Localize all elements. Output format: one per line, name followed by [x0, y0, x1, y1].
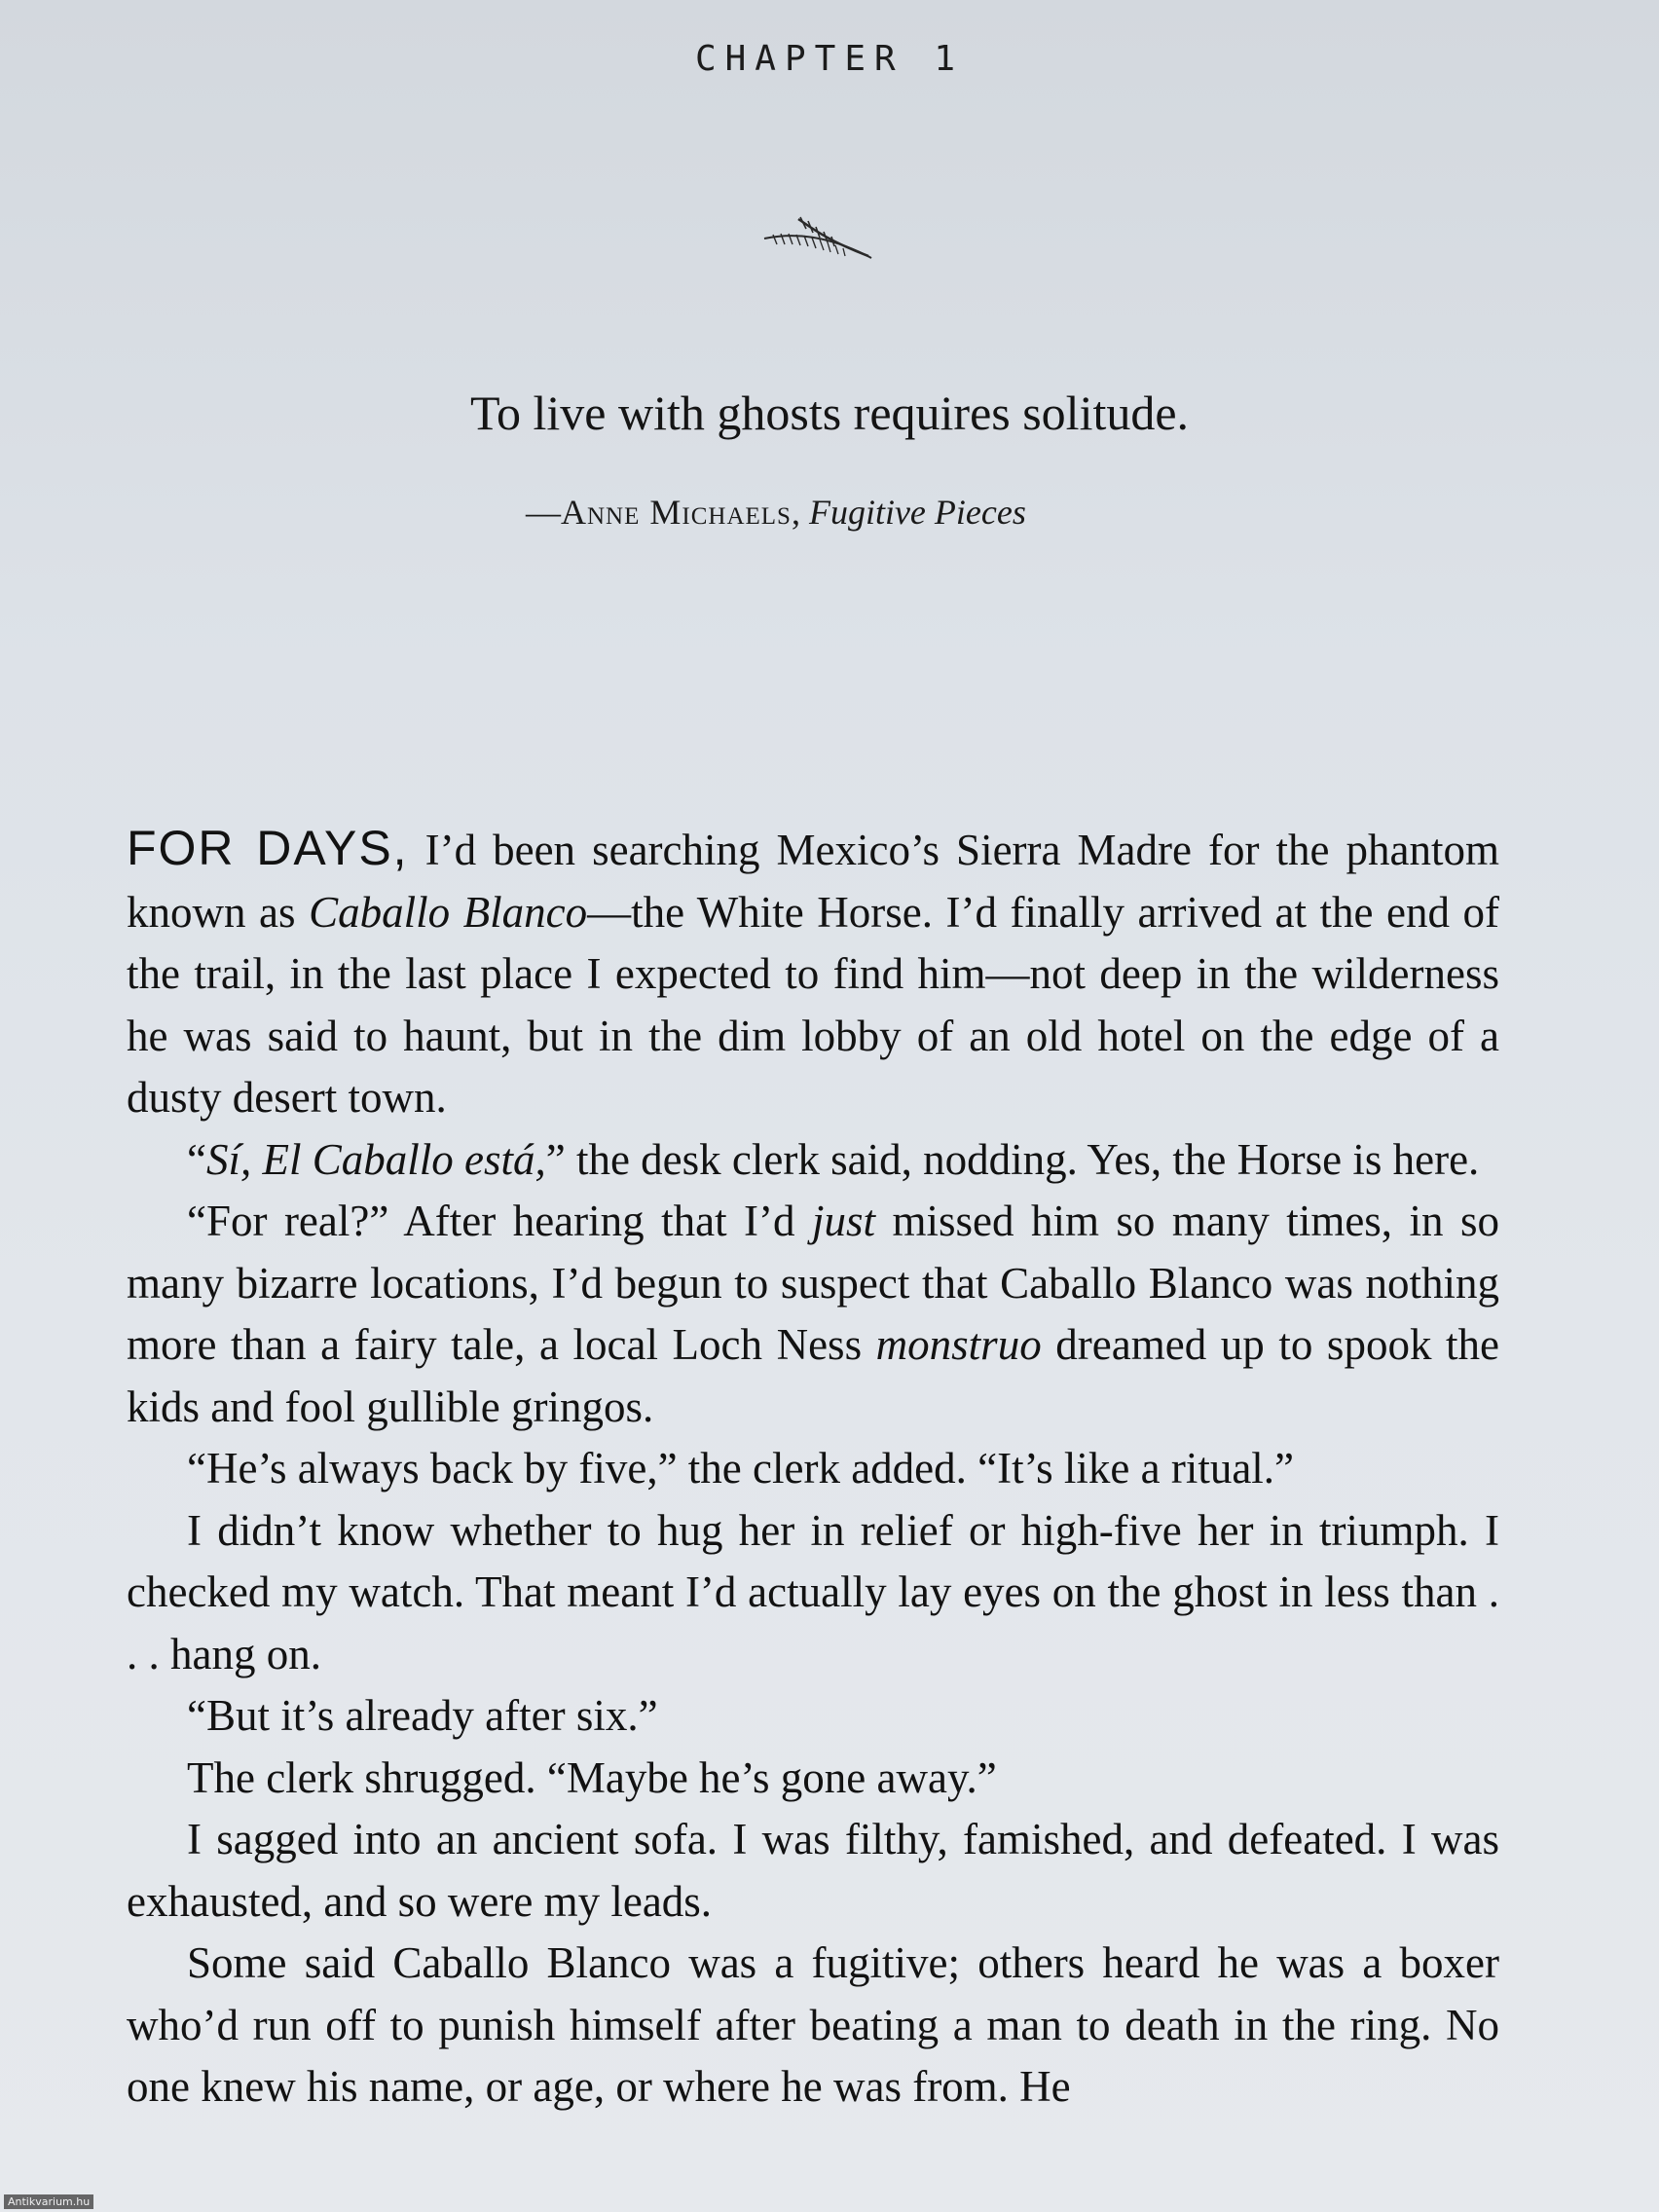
paragraph-1-italic: Caballo Blanco: [309, 887, 588, 937]
watermark: Antikvarium.hu: [4, 2194, 93, 2209]
chapter-body-text: [127, 818, 1499, 2119]
attribution-dash: —: [526, 493, 561, 532]
paragraph-1-text-a: I’d been searching Mexico’s Sierra Madre for the phantom known as: [127, 826, 1499, 937]
paragraph-7: The clerk shrugged. “Maybe he’s gone away.”: [187, 1752, 997, 1802]
paragraph-3-text-a: “For real?” After hearing that I’d: [187, 1197, 812, 1245]
feather-ornament-icon: [759, 200, 876, 268]
paragraph-6: “But it’s already after six.”: [187, 1691, 658, 1740]
epigraph-quote: To live with ghosts requires solitude.: [469, 386, 1190, 440]
attribution-separator: ,: [791, 493, 809, 532]
paragraph-2-open-quote: “: [187, 1134, 206, 1184]
paragraph-1-text-b: —the White Horse. I’d finally arrived at the end of the trail, in the last place I expected to find him—not deep in the wilderness he was said to haunt, but in the dim lobby of an old hotel on the edge of a dusty desert town.: [127, 887, 1500, 1122]
paragraph-5: I didn’t know whether to hug her in relief or high-five her in triumph. I checked my watch. That meant I’d actually lay eyes on the ghost in less than . . . hang on.: [127, 1505, 1499, 1678]
paragraph-3: [127, 1191, 1499, 1438]
epigraph-author: Anne Michaels: [561, 493, 792, 532]
paragraph-2-italic: Sí, El Caballo está,: [205, 1134, 546, 1184]
chapter-lead-in: FOR DAYS,: [127, 821, 409, 875]
paragraph-9: Some said Caballo Blanco was a fugitive; others heard he was a boxer who’d run off to punish himself after beating a man to death in the ring. No one knew his name, or age, or where he was from. He: [127, 1938, 1499, 2111]
paragraph-3-italic-b: monstruo: [875, 1320, 1042, 1369]
chapter-heading: CHAPTER 1: [694, 39, 965, 79]
paragraph-3-italic-a: just: [811, 1197, 876, 1245]
paragraph-3-text-b: missed him so many times, in so many bizarre locations, I’d begun to suspect that Caballo Blanco was nothing more than a fairy tale, a local Loch Ness: [127, 1197, 1499, 1369]
paragraph-4: “He’s always back by five,” the clerk added. “It’s like a ritual.”: [187, 1444, 1295, 1493]
epigraph-work-title: Fugitive Pieces: [808, 493, 1026, 532]
paragraph-2: [127, 1129, 1499, 1192]
paragraph-1: [127, 818, 1499, 1129]
paragraph-8: I sagged into an ancient sofa. I was filthy, famished, and defeated. I was exhausted, and so were my leads.: [127, 1815, 1499, 1926]
paragraph-2-text: ” the desk clerk said, nodding. Yes, the Horse is here.: [545, 1134, 1480, 1184]
epigraph-attribution: [526, 492, 1026, 533]
paragraph-3-text-c: dreamed up to spook the kids and fool gullible gringos.: [127, 1320, 1500, 1431]
